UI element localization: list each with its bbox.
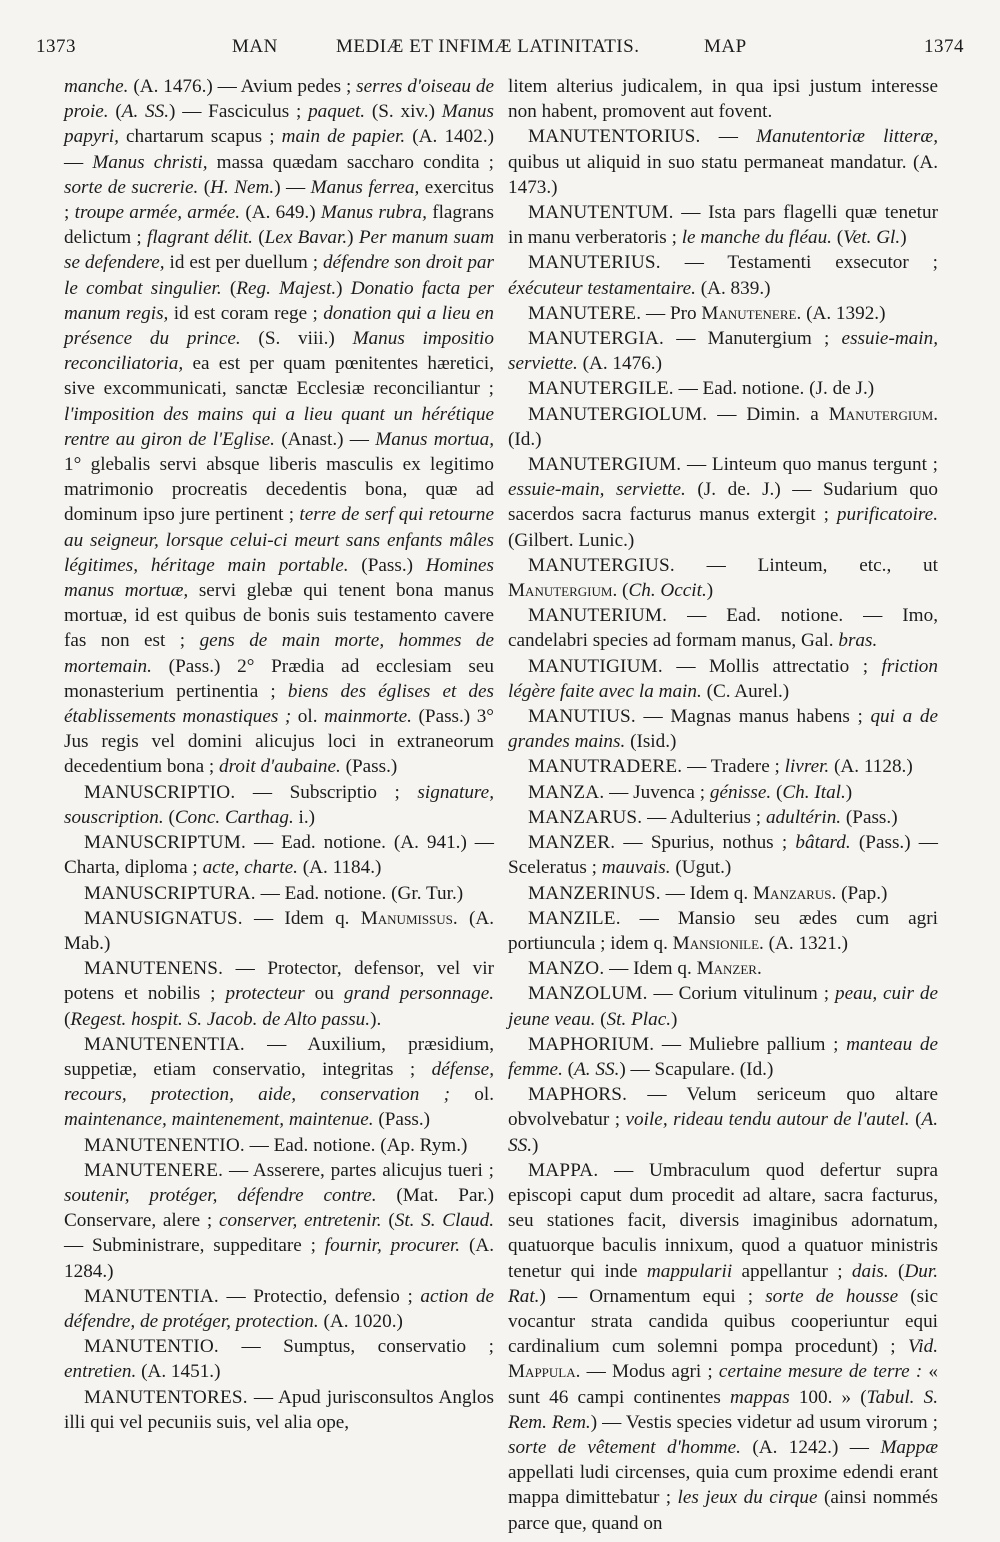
entry-headword: MAPPA. [528, 1159, 599, 1181]
italic-gloss: manche. [64, 76, 129, 97]
italic-gloss: Manus impositio reconciliatoria, [64, 328, 494, 375]
entry-text: appellati ludi circenses, quia cum proxime edendi erant mappa dimittebatur ; [508, 1462, 938, 1509]
entry-text: id est coram rege ; [168, 302, 324, 324]
entry-text: — Tradere ; [682, 756, 785, 778]
entry-text: (Pass.) 2° Prædia ad ecclesiam seu monasterium pertinentia ; [64, 655, 494, 702]
entry-text: — Manutergium ; [663, 328, 842, 350]
dictionary-entry [64, 881, 494, 906]
italic-gloss: Homines manus mortuæ, [64, 554, 494, 602]
dictionary-entry [508, 780, 938, 805]
dictionary-entry [508, 603, 938, 653]
dictionary-entry [64, 830, 494, 880]
italic-gloss: adultérin. [765, 806, 842, 828]
page-number-left: 1373 [36, 36, 76, 57]
entry-headword: MANZARUS. [528, 806, 643, 828]
right-column [508, 74, 938, 1536]
entry-text: ( [252, 227, 265, 249]
italic-gloss: soutenir, protéger, défendre contre. [64, 1184, 377, 1206]
entry-text: 1° glebalis servi absque liberis masculis ex legitimo matrimonio procreatis decedentis bona, quæ ad dominum ipso jure pertinent ; [64, 454, 494, 526]
entry-text: ). [370, 1008, 382, 1030]
entry-text: — Subministrare, suppeditare ; [64, 1235, 325, 1257]
dictionary-entry [64, 74, 494, 780]
entry-text: (Mat. Par.) Conservare, alere ; [64, 1184, 494, 1232]
entry-headword: MANUTERE. [528, 302, 642, 324]
entry-text: (Id.) [508, 428, 542, 450]
italic-gloss: sorte de vêtement d'homme. [508, 1436, 741, 1458]
entry-headword: MANUSCRIPTIO. [84, 781, 236, 803]
dictionary-entry [508, 704, 938, 754]
entry-text: (A. 1128.) [829, 756, 913, 778]
entry-text: (S. viii.) [240, 328, 353, 350]
italic-gloss: le manche du fléau. [681, 227, 832, 249]
italic-gloss: Lex Bavar. [264, 227, 348, 249]
entry-text: ) — [274, 176, 311, 198]
italic-gloss: défense, recours, protection, aide, conservation ; [64, 1058, 494, 1106]
italic-gloss: conserver, entretenir. [218, 1210, 382, 1232]
cross-reference: Manutenere. [701, 302, 802, 324]
cross-reference: Mappula. [508, 1361, 581, 1383]
entry-text: — Ead. notione. (J. de J.) [673, 378, 875, 400]
entry-text: — Mansio seu ædes cum agri portiuncula ; idem q. [508, 907, 938, 954]
italic-gloss: sorte de housse [765, 1285, 899, 1307]
entry-text: ( [771, 781, 783, 803]
entry-headword: MANZO. [528, 958, 605, 980]
entry-headword: MANUTENTORES. [84, 1386, 248, 1408]
page-number-right: 1374 [924, 36, 964, 57]
entry-text: ( [108, 101, 122, 123]
entry-headword: MANUSIGNATUS. [84, 907, 243, 929]
entry-text: (Pass.) — Sceleratus ; [508, 832, 938, 879]
entry-text: ) [531, 1134, 539, 1156]
entry-headword: MANUTENTIA. [84, 1285, 219, 1307]
entry-text: (Ugut.) [670, 857, 732, 879]
entry-text: — Modus agri ; [580, 1361, 719, 1383]
italic-gloss: purificatoire. [836, 504, 938, 526]
dictionary-entry [508, 1158, 938, 1536]
entry-text: exercitus ; [64, 176, 495, 224]
italic-gloss: Mappæ [880, 1436, 938, 1458]
italic-gloss: Manus mortua, [375, 428, 495, 450]
italic-gloss: friction légère faite avec la main. [508, 655, 938, 702]
entry-text: ) [706, 580, 714, 602]
entry-headword: MANUTERIUS. [528, 252, 661, 274]
italic-gloss: Per manum suam se defendere, [64, 227, 495, 274]
italic-gloss: peau, cuir de jeune veau. [508, 983, 938, 1030]
dictionary-entry [508, 402, 938, 452]
cross-reference: Manutergium. [828, 403, 938, 425]
italic-gloss: acte, charte. [202, 857, 298, 879]
italic-gloss: Reg. Majest. [236, 277, 337, 299]
italic-gloss: Manus ferrea, [310, 176, 420, 198]
dictionary-entry [64, 1032, 494, 1133]
dictionary-entry [508, 981, 938, 1031]
entry-text: — Umbraculum quod defertur supra episcopi caput dum procedit ad altare, sacra facturus, seu stationes facit, diversis imaginibus adornatum, quatuorque baculis innixum, quod a quatuor ministris tenetur qui inde [508, 1159, 938, 1282]
entry-headword: MANZA. [528, 781, 605, 803]
entry-text: — Pro [641, 302, 702, 324]
italic-gloss: certaine mesure de terre : [718, 1361, 923, 1383]
italic-gloss: qui a de grandes mains. [508, 706, 938, 753]
entry-text: (A. Mab.) [64, 907, 494, 954]
header-guide-word-left: MAN [232, 36, 278, 57]
italic-gloss: St. S. Claud. [394, 1210, 494, 1232]
cross-reference: Manzarus. [753, 882, 837, 904]
dictionary-entry [508, 200, 938, 250]
italic-gloss: biens des églises et des établissements monastiques ; [64, 680, 494, 728]
entry-text: i.) [293, 806, 316, 828]
entry-text: — Protectio, defensio ; [218, 1285, 421, 1307]
italic-gloss: gens de main morte, hommes de mortemain. [64, 630, 494, 677]
entry-text: — Auxilium, præsidium, suppetiæ, etiam conservatio, integritas ; [64, 1033, 494, 1080]
entry-text: chartarum scapus ; [118, 126, 282, 148]
entry-headword: MAPHORS. [528, 1084, 628, 1106]
italic-gloss: Ch. Ital. [782, 781, 846, 803]
italic-gloss: génisse. [709, 781, 772, 803]
entry-text: ( [595, 1008, 607, 1030]
entry-headword: MAPHORIUM. [528, 1033, 655, 1055]
italic-gloss: Tabul. S. Rem. Rem. [508, 1386, 938, 1433]
entry-text: — Apud jurisconsultos Anglos illi qui vel pecuniis suis, vel alia ope, [64, 1386, 494, 1433]
entry-text: flagrans delictum ; [64, 202, 494, 249]
entry-text: (A. 1184.) [297, 857, 382, 879]
dictionary-entry [508, 1032, 938, 1082]
entry-text: ol. [291, 706, 325, 728]
italic-gloss: éxécuteur testamentaire. [508, 277, 696, 299]
entry-text: — Adulterius ; [642, 806, 766, 828]
entry-text: ) [347, 227, 359, 249]
italic-gloss: grand personnage. [343, 983, 495, 1005]
entry-text: — Ead. notione. — Imo, candelabri species ad formam manus, Gal. [508, 605, 938, 652]
entry-headword: MANUTENTIO. [84, 1336, 219, 1358]
entry-text: ea est per quam pœnitentes hæretici, sive excommunicati, sanctæ Ecclesiæ reconciliantur ; [64, 353, 494, 400]
entry-headword: MANUTERGIUM. [528, 454, 682, 476]
entry-text: (A. 1476.) [577, 353, 662, 375]
entry-text: (ainsi nommés parce que, quand on [508, 1487, 939, 1534]
italic-gloss: Manus rubra, [320, 202, 427, 224]
entry-text: (A. 649.) [240, 202, 321, 224]
entry-text: ( [562, 1058, 575, 1080]
italic-gloss: paquet. [308, 101, 366, 123]
entry-text: — Idem q. [604, 958, 697, 980]
entry-text: — Velum sericeum quo altare obvolvebatur ; [508, 1084, 938, 1131]
italic-gloss: Manutentoriæ litteræ, [756, 126, 938, 148]
dictionary-entry [508, 452, 938, 553]
italic-gloss: Ch. Occit. [628, 580, 707, 602]
entry-text: appellantur ; [732, 1260, 852, 1282]
entry-text: — Dimin. a [707, 403, 829, 425]
dictionary-entry [508, 956, 938, 981]
entry-headword: MANUTERGIUS. [528, 554, 675, 576]
entry-text: quibus ut aliquid in suo statu permaneat mandatur. (A. 1473.) [508, 151, 938, 198]
entry-text: — Magnas manus habens ; [635, 706, 871, 728]
running-header [36, 36, 964, 66]
entry-text: (A. 1402.) — [64, 126, 495, 173]
italic-gloss: Conc. Carthag. [174, 806, 294, 828]
entry-text: (Isid.) [625, 731, 677, 753]
italic-gloss: protecteur [225, 983, 305, 1005]
entry-text: ) — Ornamentum equi ; [539, 1285, 766, 1307]
italic-gloss: H. Nem. [210, 176, 275, 198]
entry-headword: MANUTERGIOLUM. [528, 403, 708, 425]
entry-text: (A. 1392.) [801, 302, 886, 324]
dictionary-entry [508, 805, 938, 830]
italic-gloss: Dur. Rat. [508, 1260, 939, 1307]
dictionary-entry [508, 124, 938, 200]
entry-headword: MANUTRADERE. [528, 756, 683, 778]
entry-text: (Gilbert. Lunic.) [508, 529, 635, 551]
entry-text: (Pass.) [841, 806, 898, 828]
entry-text: — [700, 126, 757, 148]
entry-text: (Pass.) [373, 1109, 431, 1131]
italic-gloss: essuie-main, serviette. [508, 328, 938, 375]
italic-gloss: serres d'oiseau de proie. [64, 76, 494, 123]
italic-gloss: Manus papyri, [64, 101, 494, 148]
dictionary-entry [508, 301, 938, 326]
entry-text: ( [909, 1109, 922, 1131]
entry-text: ) — Fasciculus ; [169, 101, 309, 123]
italic-gloss: voile, rideau tendu autour de l'autel. [625, 1109, 910, 1131]
entry-text: — Idem q. [660, 882, 753, 904]
entry-text: — Asserere, partes alicujus tueri ; [223, 1159, 494, 1181]
entry-headword: MANUTENENS. [84, 958, 224, 980]
entry-text: — Idem q. [242, 907, 361, 929]
entry-headword: MANZER. [528, 832, 616, 854]
dictionary-entry [508, 906, 938, 956]
italic-gloss: bras. [838, 630, 878, 652]
entry-text: — Muliebre pallium ; [654, 1033, 847, 1055]
italic-gloss: Donatio facta per manum regis, [64, 277, 494, 324]
entry-headword: MANUTENENTIO. [84, 1134, 245, 1156]
left-column [64, 74, 494, 1435]
entry-text: ol. [450, 1084, 494, 1106]
entry-text: (A. 1451.) [136, 1361, 221, 1383]
italic-gloss: action de défendre, de protéger, protection. [64, 1285, 494, 1332]
italic-gloss: manteau de femme. [508, 1033, 938, 1080]
entry-text: — Sumptus, conservatio ; [218, 1336, 494, 1358]
italic-gloss: main de papier. [281, 126, 406, 148]
italic-gloss: maintenance, maintenement, maintenue. [64, 1109, 374, 1131]
dictionary-entry [64, 1334, 494, 1384]
italic-gloss: livrer. [784, 756, 830, 778]
entry-text: (Pass.) [340, 756, 398, 778]
dictionary-entry [508, 754, 938, 779]
entry-text: (A. 1476.) — Avium pedes ; [128, 76, 357, 97]
cross-reference: Manzer. [696, 958, 762, 980]
italic-gloss: entretien. [64, 1361, 137, 1383]
italic-gloss: A. SS. [574, 1058, 620, 1080]
entry-text: — Linteum quo manus tergunt ; [681, 454, 938, 476]
italic-gloss: droit d'aubaine. [219, 756, 341, 778]
italic-gloss: défendre son droit par le combat singulier. [64, 252, 494, 299]
italic-gloss: mainmorte. [324, 706, 412, 728]
entry-text: « sunt 46 campi continentes [508, 1361, 938, 1408]
entry-text: ( [198, 176, 211, 198]
cross-reference: Manumissus. [360, 907, 458, 929]
entry-text: ) [671, 1008, 678, 1030]
italic-gloss: mappularii [646, 1260, 733, 1282]
cross-reference: Mansionile. [672, 932, 764, 954]
entry-text: (Pass.) [348, 554, 426, 576]
dictionary-entry [508, 1082, 938, 1158]
entry-text: ( [617, 580, 629, 602]
entry-text: — Ead. notione. (Gr. Tur.) [255, 882, 464, 904]
italic-gloss: Vid. [907, 1336, 938, 1358]
dictionary-entry [508, 830, 938, 880]
italic-gloss: flagrant délit. [146, 227, 253, 249]
entry-text: ( [831, 227, 844, 249]
italic-gloss: bâtard. [795, 832, 851, 854]
entry-headword: MANUSCRIPTUM. [84, 832, 246, 854]
entry-text: ( [381, 1210, 395, 1232]
entry-text: (A. 1284.) [64, 1235, 494, 1282]
entry-text: ) [900, 227, 907, 249]
entry-headword: MANUTENENTIA. [84, 1033, 245, 1055]
dictionary-entry [508, 326, 938, 376]
italic-gloss: sorte de sucrerie. [64, 176, 199, 198]
entry-headword: MANUTENERE. [84, 1159, 224, 1181]
italic-gloss: l'imposition des mains qui a lieu quant un hérétique rentre au giron de l'Eglise. [64, 403, 494, 450]
entry-text: ) [845, 781, 853, 803]
entry-text: (A. 1321.) [763, 932, 849, 954]
dictionary-entry [64, 780, 494, 830]
entry-headword: MANUTERIUM. [528, 605, 668, 627]
entry-text: (Pap.) [836, 882, 888, 904]
entry-text: id est per duellum ; [164, 252, 323, 274]
entry-text: (A. 1242.) — [740, 1436, 881, 1458]
dictionary-entry [508, 881, 938, 906]
italic-gloss: terre de serf qui retourne au seigneur, lorsque celui-ci meurt sans enfants mâles légitimes, héritage main portable. [64, 504, 494, 576]
entry-text: — Ista pars flagelli quæ tenetur in manu verberatoris ; [508, 202, 938, 249]
entry-text: — Ead. notione. (A. 941.) — Charta, diploma ; [64, 832, 494, 879]
italic-gloss: mappas [729, 1386, 790, 1408]
entry-text: ( [64, 1008, 71, 1030]
entry-headword: MANZILE. [528, 907, 621, 929]
dictionary-entry [508, 74, 938, 124]
dictionary-entry [64, 1133, 494, 1158]
dictionary-entry [64, 1385, 494, 1435]
header-guide-word-right: MAP [704, 36, 747, 57]
entry-text: ( [163, 806, 175, 828]
entry-text: — Linteum, etc., ut [674, 554, 938, 576]
entry-text: — Protector, defensor, vel vir potens et nobilis ; [64, 958, 494, 1005]
dictionary-entry [64, 1158, 494, 1284]
italic-gloss: donation qui a lieu en présence du prince. [64, 302, 494, 350]
italic-gloss: Regest. hospit. S. Jacob. de Alto passu. [70, 1008, 371, 1030]
italic-gloss: signature, souscription. [64, 781, 494, 828]
entry-headword: MANUTENTORIUS. [528, 126, 701, 148]
entry-text: (S. xiv.) [365, 101, 442, 123]
dictionary-entry [508, 654, 938, 704]
entry-text: ( [888, 1260, 905, 1282]
dictionary-entry [64, 1284, 494, 1334]
entry-text: 100. » ( [789, 1386, 867, 1408]
italic-gloss: mauvais. [601, 857, 671, 879]
dictionary-entry [508, 376, 938, 401]
italic-gloss: fournir, procurer. [324, 1235, 461, 1257]
entry-headword: MANZOLUM. [528, 983, 648, 1005]
italic-gloss: essuie-main, serviette. [508, 479, 686, 501]
italic-gloss: A. SS. [121, 101, 170, 123]
dictionary-entry [64, 956, 494, 1032]
running-title: MEDIÆ ET INFIMÆ LATINITATIS. [336, 36, 640, 57]
entry-text: ) — Scapulare. (Id.) [619, 1058, 774, 1080]
entry-text: ) [336, 277, 351, 299]
dictionary-entry [508, 553, 938, 603]
entry-text: (A. 839.) [695, 277, 771, 299]
italic-gloss: les jeux du cirque [677, 1487, 818, 1509]
italic-gloss: dais. [851, 1260, 889, 1282]
entry-text: (A. 1020.) [318, 1310, 403, 1332]
entry-text: — Juvenca ; [604, 781, 710, 803]
dictionary-entry [64, 906, 494, 956]
entry-text: ou [304, 983, 344, 1005]
entry-text: — Mollis attrectatio ; [662, 655, 882, 677]
italic-gloss: St. Plac. [606, 1008, 672, 1030]
entry-text: — Spurius, nothus ; [615, 832, 796, 854]
entry-headword: MANZERINUS. [528, 882, 661, 904]
entry-text: ) — Vestis species videtur ad usum virorum ; [590, 1411, 938, 1433]
dictionary-entry [508, 250, 938, 300]
italic-gloss: Vet. Gl. [843, 227, 901, 249]
entry-headword: MANUTENTUM. [528, 202, 674, 224]
entry-headword: MANUTERGIA. [528, 328, 664, 350]
italic-gloss: Manus christi, [92, 151, 208, 173]
entry-text: (C. Aurel.) [701, 680, 790, 702]
italic-gloss: A. SS. [508, 1109, 938, 1156]
entry-text: massa quædam saccharo condita ; [207, 151, 495, 173]
entry-headword: MANUTERGILE. [528, 378, 674, 400]
entry-text: — Corium vitulinum ; [647, 983, 836, 1005]
entry-text: (Anast.) — [274, 428, 376, 450]
entry-text: (Pass.) 3° Jus regis vel domini alicujus loci in extraneorum decedentium bona ; [64, 706, 494, 778]
entry-text: — Ead. notione. (Ap. Rym.) [244, 1134, 468, 1156]
entry-headword: MANUSCRIPTURA. [84, 882, 256, 904]
entry-headword: MANUTIGIUM. [528, 655, 663, 677]
entry-text: litem alterius judicalem, in qua ipsi justum interesse non habent, promovent aut fovent. [508, 76, 938, 123]
entry-headword: MANUTIUS. [528, 706, 636, 728]
entry-text: servi glebæ qui tenent bona manus mortuæ, id est quibus de bonis suis testamento cavere fas non est ; [64, 580, 494, 652]
entry-text: — Subscriptio ; [235, 781, 418, 803]
entry-text: — Testamenti exsecutor ; [660, 252, 938, 274]
italic-gloss: troupe armée, armée. [74, 202, 241, 224]
cross-reference: Manutergium. [508, 580, 618, 602]
entry-text: ( [221, 277, 237, 299]
entry-text: (sic vocantur strata candida quibus cooperiuntur equi cardinalium cum solemni pompa procedunt) ; [508, 1285, 938, 1358]
entry-text: (J. de. J.) — Sudarium quo sacerdos sacra facturus manus extergit ; [508, 479, 938, 526]
